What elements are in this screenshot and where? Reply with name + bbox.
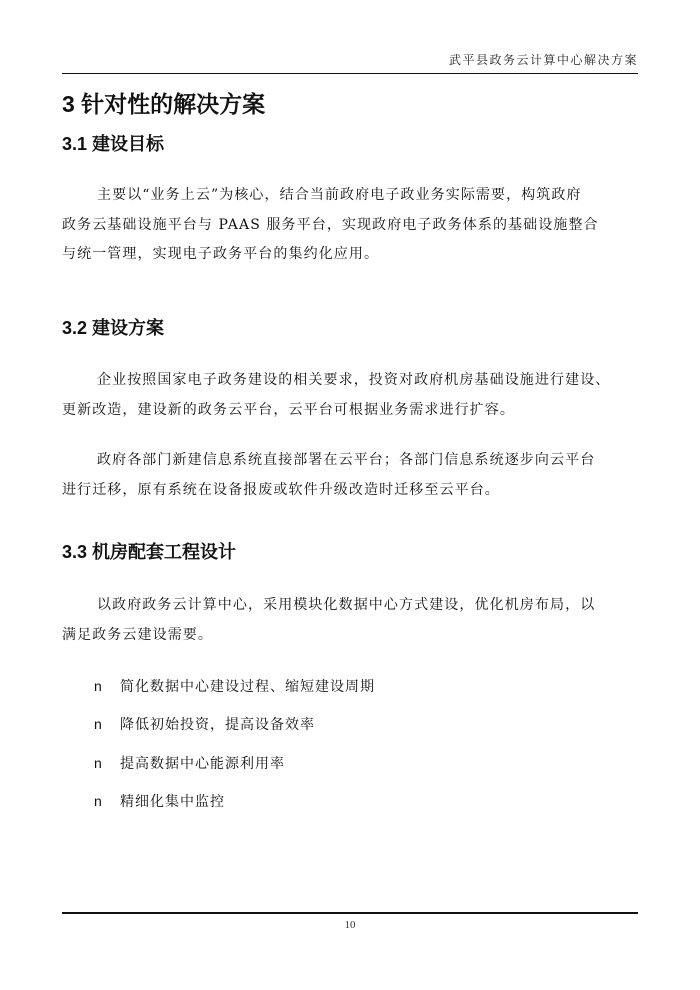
paragraph-line: 企业按照国家电子政务建设的相关要求，投资对政府机房基础设施进行建设、 <box>97 372 611 388</box>
footer-rule <box>62 912 638 914</box>
bullet-item <box>94 789 225 813</box>
bullet-item <box>94 674 375 698</box>
bullet-item <box>94 751 285 775</box>
bullet-text: 降低初始投资，提高设备效率 <box>120 717 315 733</box>
running-header: 武平县政务云计算中心解决方案 <box>448 53 638 67</box>
header-rule <box>62 73 638 74</box>
paragraph-3-2-first <box>62 366 638 425</box>
paragraph-line: 主要以“业务上云”为核心，结合当前政府电子政业务实际需要，构筑政府 <box>97 187 582 203</box>
bullet-item <box>94 712 315 736</box>
section-heading-3-3: 3.3 机房配套工程设计 <box>62 542 237 562</box>
bullet-text: 提高数据中心能源利用率 <box>120 756 285 772</box>
section-heading-3-2: 3.2 建设方案 <box>62 318 165 338</box>
paragraph-3-2-second <box>62 446 638 505</box>
page-number: 10 <box>344 919 356 931</box>
paragraph-line: 进行迁移，原有系统在设备报废或软件升级改造时迁移至云平台。 <box>62 481 500 498</box>
paragraph-line: 以政府政务云计算中心，采用模块化数据中心方式建设，优化机房布局，以 <box>97 597 596 613</box>
bullet-marker: n <box>94 793 103 809</box>
bullet-marker: n <box>94 716 103 732</box>
paragraph-3-1 <box>62 181 638 270</box>
paragraph-line: 满足政务云建设需要。 <box>62 626 213 643</box>
chapter-title: 3 针对性的解决方案 <box>62 91 266 117</box>
paragraph-line: 政府各部门新建信息系统直接部署在云平台；各部门信息系统逐步向云平台 <box>97 452 596 468</box>
paragraph-line: 与统一管理，实现电子政务平台的集约化应用。 <box>62 246 380 262</box>
paragraph-line: 政务云基础设施平台与 PAAS 服务平台，实现政府电子政务体系的基础设施整合 <box>62 216 599 233</box>
paragraph-3-3 <box>62 591 638 650</box>
bullet-text: 简化数据中心建设过程、缩短建设周期 <box>120 679 375 695</box>
paragraph-line: 更新改造，建设新的政务云平台，云平台可根据业务需求进行扩容。 <box>62 401 515 418</box>
bullet-text: 精细化集中监控 <box>120 794 225 810</box>
bullet-marker: n <box>94 678 103 694</box>
bullet-marker: n <box>94 755 103 771</box>
section-heading-3-1: 3.1 建设目标 <box>62 134 165 154</box>
